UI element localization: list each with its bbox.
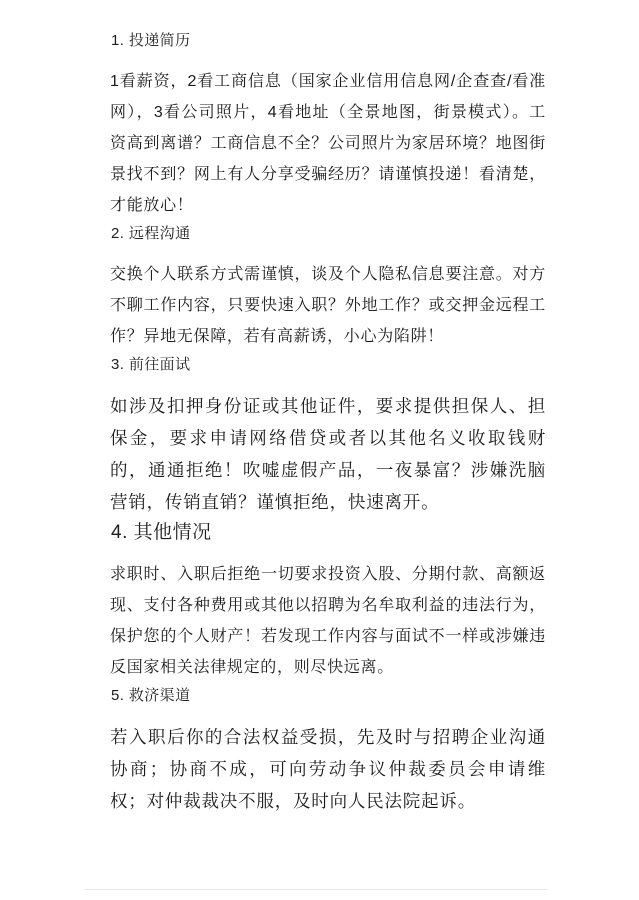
section-heading: 5. 救济渠道 xyxy=(111,687,191,704)
section-heading: 3. 前往面试 xyxy=(111,356,191,373)
section-heading: 1. 投递简历 xyxy=(111,32,191,49)
section-heading: 4. 其他情况 xyxy=(111,522,212,543)
section-relief-channels xyxy=(110,685,546,817)
section-heading: 2. 远程沟通 xyxy=(111,225,191,242)
section-body: 求职时、入职后拒绝一切要求投资入股、分期付款、高额返现、支付各种费用或其他以招聘为名牟取利益的违法行为，保护您的个人财产！若发现工作内容与面试不一样或涉嫌违反国家相关法律规定的，则尽快远离。 xyxy=(110,566,546,676)
bottom-divider xyxy=(85,889,547,890)
section-body: 若入职后你的合法权益受损，先及时与招聘企业沟通协商；协商不成，可向劳动争议仲裁委员会申请维权；对仲裁裁决不服，及时向人民法院起诉。 xyxy=(110,727,546,811)
section-body: 如涉及扣押身份证或其他证件，要求提供担保人、担保金，要求申请网络借贷或者以其他名义收取钱财的，通通拒绝！吹嘘虚假产品，一夜暴富？涉嫌洗脑营销，传销直销？谨慎拒绝，快速离开。 xyxy=(110,396,546,512)
section-body: 交换个人联系方式需谨慎，谈及个人隐私信息要注意。对方不聊工作内容，只要快速入职？外地工作？或交押金远程工作？异地无保障，若有高薪诱，小心为陷阱！ xyxy=(110,266,546,345)
section-resume-delivery xyxy=(110,30,546,221)
section-body: 1看薪资，2看工商信息（国家企业信用信息网/企查查/看准网），3看公司照片，4看地址（全景地图，街景模式）。工资高到离谱？工商信息不全？公司照片为家居环境？地图街景找不到？网上有人分享受骗经历？请谨慎投递！看清楚，才能放心！ xyxy=(110,73,546,214)
section-remote-communication xyxy=(110,223,546,352)
article-content-column xyxy=(110,30,546,817)
section-interview xyxy=(110,354,546,518)
section-other-situations xyxy=(110,520,546,683)
